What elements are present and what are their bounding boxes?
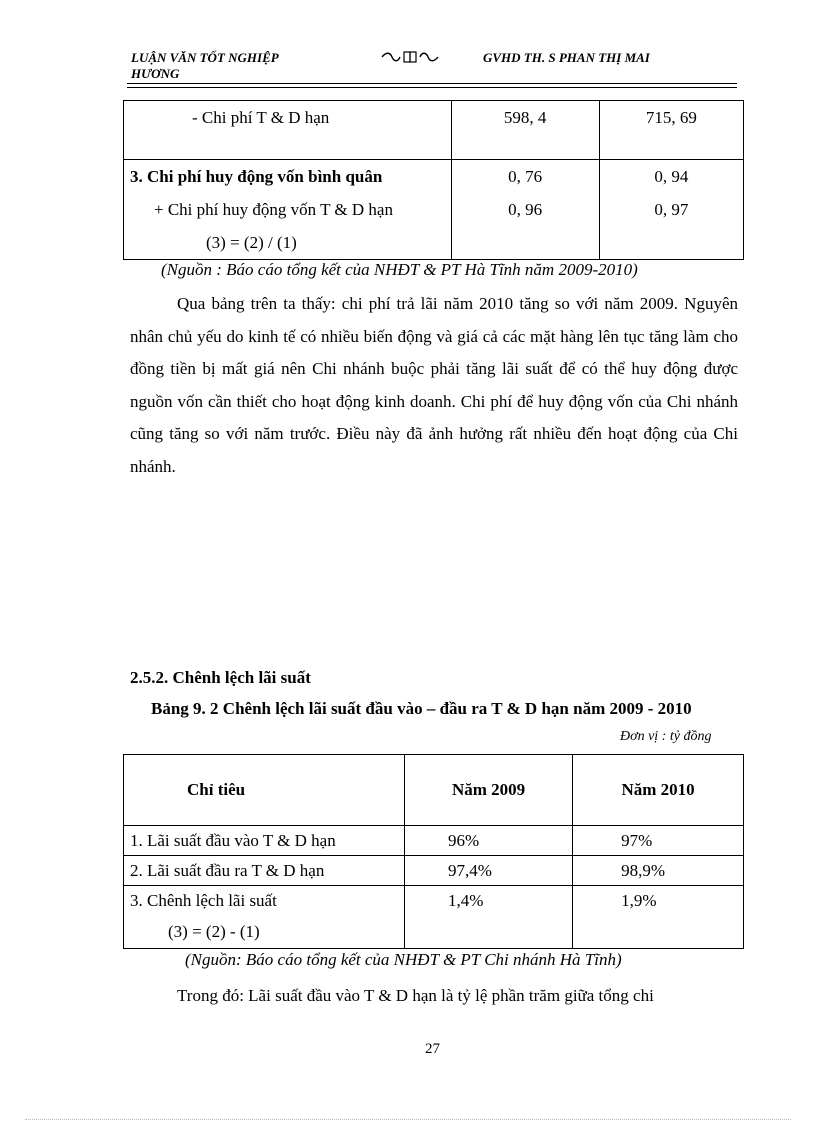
value-2010: 98,9%: [573, 856, 744, 886]
row-label: 3. Chi phí huy động vốn bình quân: [130, 167, 383, 186]
header-title: [131, 50, 351, 82]
value-2010: 715, 69: [645, 108, 697, 127]
body-paragraph: [130, 980, 738, 1013]
column-header: Năm 2010: [573, 755, 744, 826]
table-row: [124, 160, 744, 260]
source-note: (Nguồn: Báo cáo tổng kết của NHĐT & PT Chi nhánh Hà Tĩnh): [185, 950, 622, 969]
row-label: 2. Lãi suất đầu ra T & D hạn: [124, 856, 405, 886]
source-note: (Nguồn : Báo cáo tổng kết của NHĐT & PT Hà Tĩnh năm 2009-2010): [161, 260, 638, 279]
page-bottom-border: [25, 1119, 791, 1120]
header-supervisor: GVHD TH. S PHAN THỊ MAI: [483, 50, 650, 65]
value-2009: 0, 96: [508, 200, 543, 219]
value-2010: 0, 97: [654, 200, 689, 219]
header-rule-bottom: [127, 87, 737, 88]
table-row: [124, 856, 744, 886]
body-paragraph: [130, 288, 738, 483]
paragraph-text: Qua bảng trên ta thấy: chi phí trả lãi năm 2010 tăng so với năm 2009. Nguyên nhân chủ yếu do kinh tế có nhiều biến động và giá cả các mặt hàng lên tục tăng làm cho đồng tiền bị mất giá nên Chi nhánh buộc phải tăng lãi suất để có thể huy động được nguồn vốn cần thiết cho hoạt động kinh doanh. Chi phí để huy động vốn của Chi nhánh cũng tăng so với năm trước. Điều này đã ảnh hưởng rất nhiều đến hoạt động của Chi nhánh.: [130, 294, 738, 476]
value-2009: 0, 76: [508, 167, 543, 186]
table-title: Bảng 9. 2 Chênh lệch lãi suất đầu vào – đầu ra T & D hạn năm 2009 - 2010: [151, 699, 692, 718]
value-2010: 0, 94: [654, 167, 689, 186]
value-2009: 97,4%: [405, 856, 573, 886]
row-label: - Chi phí T & D hạn: [192, 108, 330, 127]
row-sublabel: + Chi phí huy động vốn T & D hạn: [154, 200, 393, 219]
row-label: 1. Lãi suất đầu vào T & D hạn: [124, 826, 405, 856]
cost-table: [123, 100, 744, 260]
column-header: Chỉ tiêu: [187, 780, 246, 799]
value-2009: 96%: [405, 826, 573, 856]
table-row: [124, 101, 744, 160]
value-2009: 598, 4: [503, 108, 547, 127]
row-formula: (3) = (2) / (1): [206, 233, 297, 252]
table-row: [124, 826, 744, 856]
table-header-row: [124, 755, 744, 826]
unit-label: Đơn vị : tỷ đồng: [620, 729, 712, 744]
value-2010: 1,9%: [573, 886, 744, 949]
table-row: [124, 886, 744, 949]
value-2009: 1,4%: [405, 886, 573, 949]
book-ornament-icon: [380, 50, 442, 68]
row-formula: (3) = (2) - (1): [168, 922, 260, 941]
interest-rate-table: [123, 754, 744, 949]
page-number: 27: [425, 1041, 440, 1057]
value-2010: 97%: [573, 826, 744, 856]
row-label: 3. Chênh lệch lãi suất: [130, 891, 277, 910]
column-header: Năm 2009: [405, 755, 573, 826]
section-heading: 2.5.2. Chênh lệch lãi suất: [130, 668, 311, 687]
header-rule-top: [127, 83, 737, 84]
header-title-line2: HƯƠNG: [131, 66, 180, 81]
paragraph-text: Trong đó: Lãi suất đầu vào T & D hạn là tỷ lệ phần trăm giữa tổng chi: [177, 986, 654, 1005]
header-title-line1: LUẬN VĂN TỐT NGHIỆP: [131, 50, 279, 65]
